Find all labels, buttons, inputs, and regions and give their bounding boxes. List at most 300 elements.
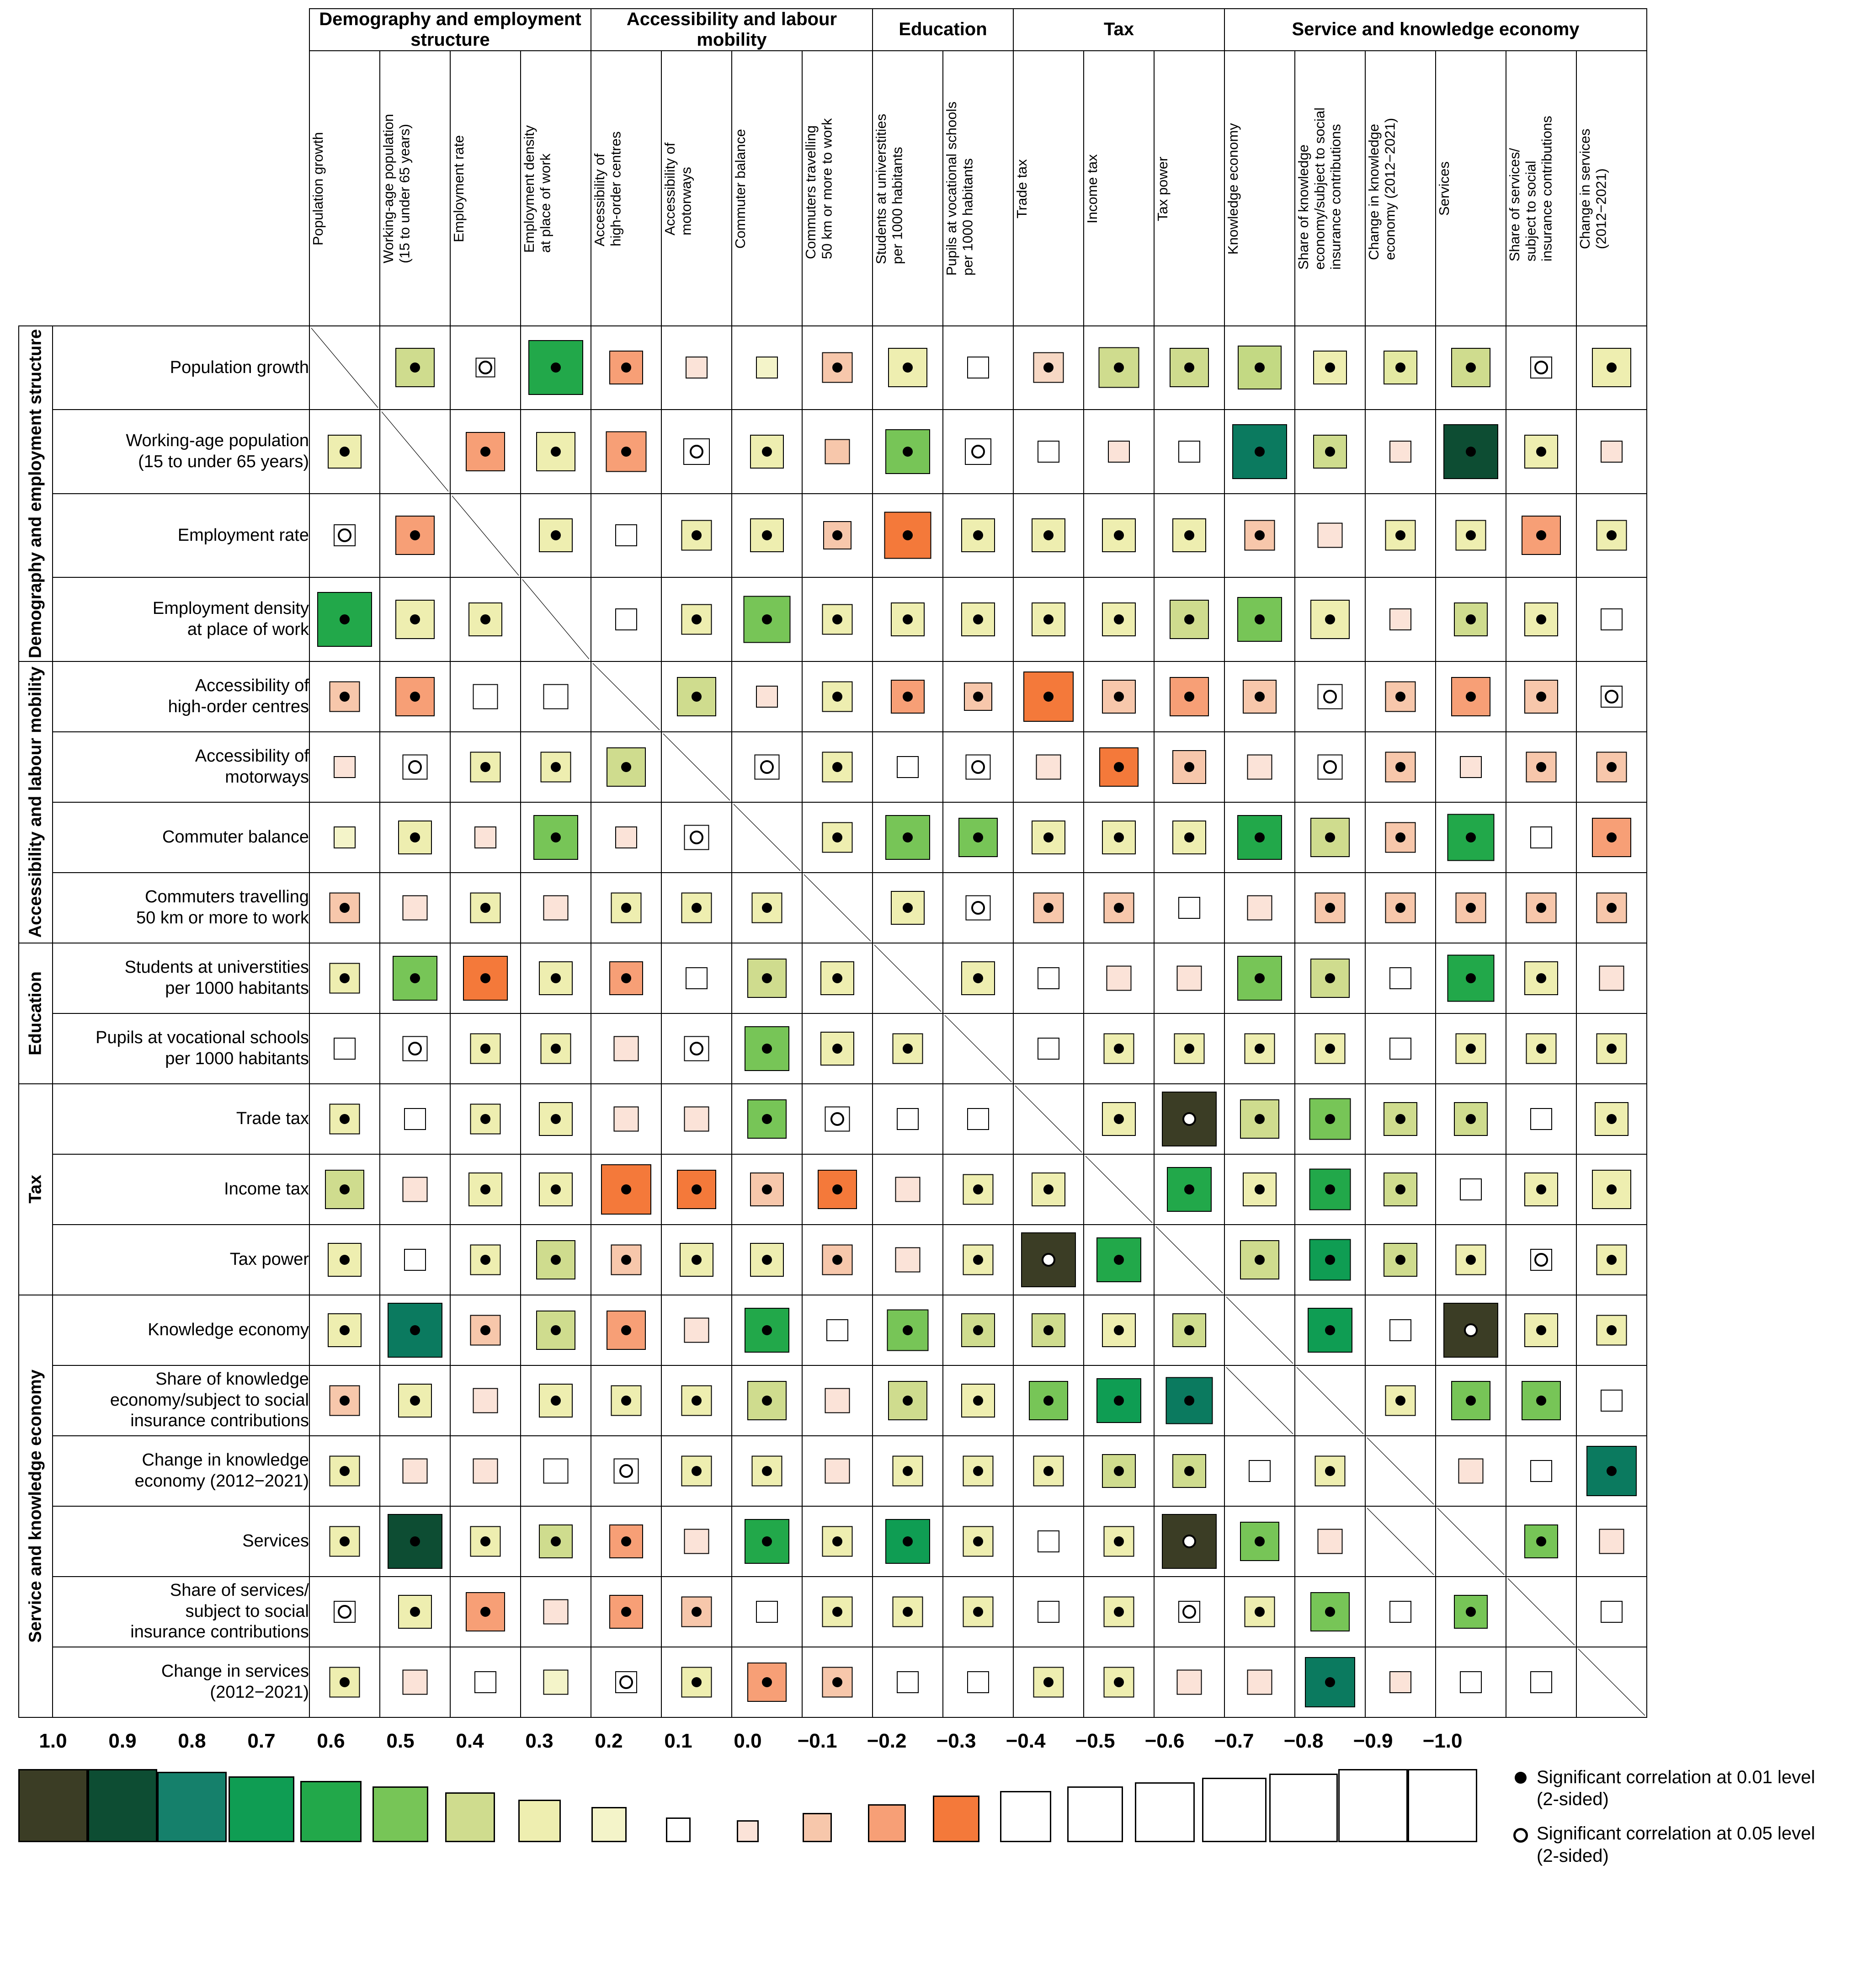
filled-dot-icon bbox=[973, 1184, 983, 1194]
filled-dot-icon bbox=[973, 530, 983, 540]
filled-dot-icon bbox=[1505, 1766, 1537, 1784]
correlation-square bbox=[1460, 756, 1482, 778]
matrix-cell bbox=[802, 1365, 873, 1436]
filled-dot-icon bbox=[551, 1044, 561, 1054]
filled-dot-icon bbox=[621, 447, 631, 457]
legend-swatch-wrap bbox=[1130, 1782, 1199, 1842]
legend-tick-12: −0.2 bbox=[867, 1729, 907, 1752]
matrix-cell bbox=[1154, 1436, 1224, 1506]
filled-dot-icon bbox=[832, 1255, 842, 1265]
legend-swatch bbox=[300, 1781, 362, 1842]
matrix-cell bbox=[380, 1647, 450, 1717]
legend-tick-11: −0.1 bbox=[797, 1729, 837, 1752]
correlation-square bbox=[1458, 1458, 1484, 1483]
matrix-cell bbox=[309, 1647, 380, 1717]
matrix-cell bbox=[1295, 1365, 1365, 1436]
matrix-cell bbox=[380, 1436, 450, 1506]
matrix-cell bbox=[1224, 410, 1295, 494]
legend-swatch bbox=[666, 1817, 691, 1842]
matrix-cell bbox=[1084, 1436, 1154, 1506]
filled-dot-icon bbox=[762, 1114, 772, 1124]
legend-tick-9: 0.1 bbox=[664, 1729, 692, 1752]
matrix-cell bbox=[521, 1084, 591, 1154]
matrix-cell bbox=[380, 661, 450, 732]
filled-dot-icon bbox=[1607, 903, 1617, 913]
correlation-square bbox=[684, 1317, 709, 1343]
column-header-2: Employment rate bbox=[450, 51, 521, 326]
filled-dot-icon bbox=[692, 614, 702, 624]
matrix-cell bbox=[802, 732, 873, 802]
legend-swatch-wrap bbox=[852, 1804, 921, 1842]
filled-dot-icon bbox=[1607, 1325, 1617, 1335]
matrix-cell bbox=[943, 732, 1013, 802]
correlation-square bbox=[473, 1388, 498, 1413]
filled-dot-icon bbox=[1607, 1044, 1617, 1054]
row-label-5: Accessibility of motorways bbox=[53, 732, 309, 802]
matrix-cell bbox=[1224, 1436, 1295, 1506]
matrix-cell bbox=[1506, 1013, 1576, 1084]
matrix-cell bbox=[732, 732, 802, 802]
matrix-cell bbox=[1295, 1436, 1365, 1506]
matrix-cell bbox=[1084, 1506, 1154, 1577]
filled-dot-icon bbox=[1536, 1325, 1546, 1335]
matrix-cell bbox=[1224, 1365, 1295, 1436]
matrix-cell bbox=[802, 1506, 873, 1577]
matrix-cell bbox=[661, 1013, 732, 1084]
correlation-square bbox=[826, 1319, 848, 1341]
matrix-cell bbox=[802, 1577, 873, 1647]
correlation-square bbox=[543, 1458, 569, 1483]
legend-swatch-wrap bbox=[505, 1800, 574, 1842]
matrix-cell bbox=[1506, 577, 1576, 661]
matrix-row bbox=[19, 1365, 1647, 1436]
matrix-cell bbox=[661, 1506, 732, 1577]
correlation-square bbox=[1038, 441, 1059, 463]
filled-dot-icon bbox=[1114, 1114, 1124, 1124]
correlation-square bbox=[897, 1108, 919, 1130]
matrix-cell bbox=[1576, 577, 1647, 661]
filled-dot-icon bbox=[1255, 530, 1265, 540]
filled-dot-icon bbox=[621, 903, 631, 913]
matrix-cell bbox=[521, 1365, 591, 1436]
filled-dot-icon bbox=[973, 614, 983, 624]
filled-dot-icon bbox=[551, 1184, 561, 1194]
filled-dot-icon bbox=[1114, 530, 1124, 540]
matrix-cell bbox=[1224, 1013, 1295, 1084]
matrix-row bbox=[19, 1225, 1647, 1295]
filled-dot-icon bbox=[551, 762, 561, 772]
matrix-cell bbox=[591, 661, 661, 732]
correlation-square bbox=[473, 684, 498, 709]
filled-dot-icon bbox=[1043, 362, 1054, 373]
matrix-cell bbox=[1154, 1013, 1224, 1084]
column-header-10: Trade tax bbox=[1013, 51, 1084, 326]
matrix-cell bbox=[1506, 1506, 1576, 1577]
matrix-cell bbox=[1084, 1154, 1154, 1225]
matrix-cell bbox=[661, 802, 732, 873]
correlation-square bbox=[1601, 608, 1623, 630]
legend-swatch-wrap bbox=[1060, 1786, 1130, 1842]
matrix-cell bbox=[1365, 1084, 1436, 1154]
correlation-square bbox=[1601, 441, 1623, 463]
row-label-18: Change in services (2012−2021) bbox=[53, 1647, 309, 1717]
matrix-cell bbox=[591, 873, 661, 943]
filled-dot-icon bbox=[551, 1396, 561, 1406]
matrix-cell bbox=[1154, 1225, 1224, 1295]
matrix-cell bbox=[1365, 1225, 1436, 1295]
open-dot-icon bbox=[971, 445, 985, 458]
filled-dot-icon bbox=[480, 1325, 490, 1335]
correlation-square bbox=[1599, 965, 1624, 991]
filled-dot-icon bbox=[973, 832, 983, 842]
matrix-cell bbox=[732, 943, 802, 1013]
matrix-cell bbox=[450, 577, 521, 661]
matrix-cell bbox=[521, 577, 591, 661]
matrix-cell bbox=[1013, 943, 1084, 1013]
filled-dot-icon bbox=[1607, 1114, 1617, 1124]
matrix-cell bbox=[943, 661, 1013, 732]
correlation-square bbox=[1247, 895, 1272, 920]
open-dot-icon bbox=[971, 901, 985, 915]
matrix-cell bbox=[1154, 1365, 1224, 1436]
column-header-13: Knowledge economy bbox=[1224, 51, 1295, 326]
legend-scale-numbers bbox=[18, 1730, 1477, 1753]
correlation-square bbox=[403, 1177, 428, 1202]
matrix-cell bbox=[943, 326, 1013, 410]
filled-dot-icon bbox=[480, 1536, 490, 1546]
matrix-cell bbox=[1295, 1647, 1365, 1717]
filled-dot-icon bbox=[832, 692, 842, 702]
correlation-square bbox=[1601, 1390, 1623, 1412]
legend-tick-5: 0.5 bbox=[386, 1729, 415, 1752]
matrix-cell bbox=[1436, 1506, 1506, 1577]
filled-dot-icon bbox=[1255, 447, 1265, 457]
matrix-row bbox=[19, 1647, 1647, 1717]
matrix-cell bbox=[380, 1154, 450, 1225]
filled-dot-icon bbox=[1325, 832, 1335, 842]
filled-dot-icon bbox=[692, 530, 702, 540]
matrix-cell bbox=[732, 410, 802, 494]
matrix-cell bbox=[943, 1084, 1013, 1154]
legend-tick-17: −0.7 bbox=[1214, 1729, 1254, 1752]
matrix-cell bbox=[1506, 1154, 1576, 1225]
legend-swatch-wrap bbox=[18, 1769, 88, 1842]
filled-dot-icon bbox=[1466, 1255, 1476, 1265]
correlation-square bbox=[1178, 441, 1200, 463]
open-dot-icon bbox=[338, 528, 351, 542]
matrix-cell bbox=[873, 661, 943, 732]
matrix-cell bbox=[1295, 802, 1365, 873]
filled-dot-icon bbox=[1255, 973, 1265, 983]
matrix-cell bbox=[1013, 1154, 1084, 1225]
matrix-cell bbox=[521, 1154, 591, 1225]
filled-dot-icon bbox=[1255, 1607, 1265, 1617]
matrix-cell bbox=[1084, 410, 1154, 494]
matrix-cell bbox=[732, 661, 802, 732]
filled-dot-icon bbox=[410, 692, 420, 702]
filled-dot-icon bbox=[832, 530, 842, 540]
matrix-cell bbox=[591, 1647, 661, 1717]
correlation-square bbox=[543, 1599, 569, 1624]
filled-dot-icon bbox=[1325, 1466, 1335, 1476]
matrix-cell bbox=[1576, 732, 1647, 802]
filled-dot-icon bbox=[973, 1325, 983, 1335]
diagonal-line-icon bbox=[803, 873, 872, 943]
diagonal-line-icon bbox=[1225, 1366, 1294, 1435]
matrix-cell bbox=[1084, 732, 1154, 802]
matrix-cell bbox=[450, 873, 521, 943]
matrix-cell bbox=[943, 1365, 1013, 1436]
filled-dot-icon bbox=[903, 1044, 913, 1054]
row-label-9: Pupils at vocational schools per 1000 habitants bbox=[53, 1013, 309, 1084]
row-group-header: Education bbox=[19, 943, 53, 1084]
matrix-cell bbox=[1084, 326, 1154, 410]
matrix-cell bbox=[661, 1647, 732, 1717]
matrix-cell bbox=[1013, 873, 1084, 943]
filled-dot-icon bbox=[621, 973, 631, 983]
legend-tick-19: −0.9 bbox=[1353, 1729, 1393, 1752]
filled-dot-icon bbox=[621, 1325, 631, 1335]
matrix-cell bbox=[591, 1577, 661, 1647]
matrix-cell bbox=[1013, 410, 1084, 494]
filled-dot-icon bbox=[480, 973, 490, 983]
diagonal-line-icon bbox=[591, 662, 661, 731]
correlation-square bbox=[543, 1669, 569, 1695]
legend-tick-2: 0.8 bbox=[178, 1729, 206, 1752]
matrix-cell bbox=[450, 1365, 521, 1436]
filled-dot-icon bbox=[903, 1607, 913, 1617]
matrix-cell bbox=[1154, 1506, 1224, 1577]
legend-swatch-wrap bbox=[782, 1813, 852, 1842]
matrix-cell bbox=[1013, 1013, 1084, 1084]
matrix-cell bbox=[661, 494, 732, 578]
matrix-cell bbox=[1224, 326, 1295, 410]
legend-tick-4: 0.6 bbox=[317, 1729, 345, 1752]
filled-dot-icon bbox=[1114, 1677, 1124, 1687]
matrix-cell bbox=[380, 494, 450, 578]
column-header-6: Commuter balance bbox=[732, 51, 802, 326]
correlation-square bbox=[684, 1529, 709, 1554]
filled-dot-icon bbox=[1536, 973, 1546, 983]
matrix-cell bbox=[1084, 661, 1154, 732]
open-dot-icon bbox=[1182, 1535, 1196, 1548]
open-dot-icon bbox=[1505, 1823, 1537, 1843]
filled-dot-icon bbox=[1325, 1607, 1335, 1617]
legend-sig-001 bbox=[1505, 1766, 1834, 1811]
filled-dot-icon bbox=[1184, 614, 1194, 624]
matrix-cell bbox=[1154, 1577, 1224, 1647]
correlation-square bbox=[895, 1177, 921, 1202]
filled-dot-icon bbox=[1255, 832, 1265, 842]
filled-dot-icon bbox=[1043, 614, 1054, 624]
matrix-cell bbox=[309, 1365, 380, 1436]
filled-dot-icon bbox=[1114, 1325, 1124, 1335]
correlation-square bbox=[1177, 1669, 1202, 1695]
open-dot-icon bbox=[690, 1042, 703, 1055]
matrix-row bbox=[19, 1154, 1647, 1225]
filled-dot-icon bbox=[1255, 1255, 1265, 1265]
matrix-row bbox=[19, 577, 1647, 661]
matrix-cell bbox=[1506, 1436, 1576, 1506]
filled-dot-icon bbox=[1184, 530, 1194, 540]
filled-dot-icon bbox=[1536, 530, 1546, 540]
legend-sig-005 bbox=[1505, 1823, 1834, 1867]
matrix-cell bbox=[732, 1365, 802, 1436]
column-group-header: Tax bbox=[1013, 9, 1224, 51]
matrix-cell bbox=[309, 732, 380, 802]
diagonal-line-icon bbox=[1436, 1507, 1506, 1576]
column-header-15: Change in knowledge economy (2012−2021) bbox=[1365, 51, 1436, 326]
filled-dot-icon bbox=[1395, 692, 1405, 702]
legend-tick-18: −0.8 bbox=[1283, 1729, 1324, 1752]
filled-dot-icon bbox=[1114, 1466, 1124, 1476]
matrix-cell bbox=[450, 661, 521, 732]
legend-swatch bbox=[1269, 1774, 1338, 1842]
open-dot-icon bbox=[690, 831, 703, 844]
filled-dot-icon bbox=[1466, 903, 1476, 913]
diagonal-line-icon bbox=[1366, 1507, 1435, 1576]
filled-dot-icon bbox=[1114, 362, 1124, 373]
filled-dot-icon bbox=[1255, 614, 1265, 624]
matrix-cell bbox=[1224, 802, 1295, 873]
matrix-row bbox=[19, 410, 1647, 494]
matrix-cell bbox=[1365, 1436, 1436, 1506]
matrix-cell bbox=[1013, 494, 1084, 578]
correlation-square bbox=[1389, 608, 1411, 630]
filled-dot-icon bbox=[1184, 762, 1194, 772]
matrix-cell bbox=[873, 326, 943, 410]
correlation-square bbox=[473, 1458, 498, 1483]
filled-dot-icon bbox=[692, 1255, 702, 1265]
filled-dot-icon bbox=[1043, 1184, 1054, 1194]
matrix-cell bbox=[943, 577, 1013, 661]
correlation-square bbox=[1247, 754, 1272, 779]
matrix-row bbox=[19, 1506, 1647, 1577]
matrix-cell bbox=[1506, 732, 1576, 802]
row-label-17: Share of services/ subject to social insurance contributions bbox=[53, 1577, 309, 1647]
filled-dot-icon bbox=[1466, 447, 1476, 457]
matrix-cell bbox=[1506, 1084, 1576, 1154]
matrix-cell bbox=[591, 577, 661, 661]
matrix-cell bbox=[732, 802, 802, 873]
correlation-square bbox=[967, 1671, 989, 1693]
legend-tick-20: −1.0 bbox=[1422, 1729, 1463, 1752]
filled-dot-icon bbox=[1184, 832, 1194, 842]
matrix-cell bbox=[1365, 1295, 1436, 1365]
row-label-11: Income tax bbox=[53, 1154, 309, 1225]
matrix-cell bbox=[1365, 943, 1436, 1013]
correlation-square bbox=[1036, 754, 1061, 779]
matrix-cell bbox=[521, 1436, 591, 1506]
column-group-header: Service and knowledge economy bbox=[1224, 9, 1647, 51]
filled-dot-icon bbox=[1043, 692, 1054, 702]
correlation-square bbox=[1249, 1460, 1271, 1482]
legend-tick-13: −0.3 bbox=[936, 1729, 976, 1752]
matrix-cell bbox=[802, 1154, 873, 1225]
matrix-cell bbox=[1013, 661, 1084, 732]
filled-dot-icon bbox=[1466, 530, 1476, 540]
matrix-cell bbox=[1506, 661, 1576, 732]
matrix-cell bbox=[873, 1506, 943, 1577]
legend-tick-0: 1.0 bbox=[39, 1729, 67, 1752]
filled-dot-icon bbox=[762, 530, 772, 540]
matrix-cell bbox=[943, 410, 1013, 494]
matrix-cell bbox=[661, 1154, 732, 1225]
matrix-cell bbox=[1365, 661, 1436, 732]
column-group-header: Demography and employment structure bbox=[309, 9, 591, 51]
legend-swatch bbox=[803, 1813, 832, 1842]
matrix-cell bbox=[1295, 1577, 1365, 1647]
filled-dot-icon bbox=[903, 832, 913, 842]
correlation-square bbox=[1318, 523, 1343, 548]
filled-dot-icon bbox=[832, 1184, 842, 1194]
matrix-cell bbox=[661, 326, 732, 410]
filled-dot-icon bbox=[1325, 1184, 1335, 1194]
matrix-row bbox=[19, 661, 1647, 732]
filled-dot-icon bbox=[410, 973, 420, 983]
filled-dot-icon bbox=[832, 762, 842, 772]
matrix-cell bbox=[1365, 1577, 1436, 1647]
correlation-square bbox=[334, 1038, 356, 1060]
matrix-cell bbox=[732, 1225, 802, 1295]
open-dot-icon bbox=[1464, 1323, 1478, 1337]
filled-dot-icon bbox=[692, 692, 702, 702]
matrix-cell bbox=[1436, 1013, 1506, 1084]
matrix-cell bbox=[1436, 873, 1506, 943]
row-label-1: Working-age population (15 to under 65 years) bbox=[53, 410, 309, 494]
filled-dot-icon bbox=[621, 1607, 631, 1617]
matrix-cell bbox=[873, 1225, 943, 1295]
filled-dot-icon bbox=[1607, 832, 1617, 842]
matrix-cell bbox=[661, 1436, 732, 1506]
corner-spacer-2 bbox=[53, 9, 309, 326]
open-dot-icon bbox=[830, 1112, 844, 1126]
column-header-16: Services bbox=[1436, 51, 1506, 326]
filled-dot-icon bbox=[1607, 530, 1617, 540]
diagonal-line-icon bbox=[1084, 1155, 1154, 1224]
filled-dot-icon bbox=[1536, 1044, 1546, 1054]
matrix-cell bbox=[1576, 1577, 1647, 1647]
legend-swatch bbox=[1067, 1786, 1123, 1842]
row-label-6: Commuter balance bbox=[53, 802, 309, 873]
filled-dot-icon bbox=[1395, 1255, 1405, 1265]
matrix-cell bbox=[1436, 494, 1506, 578]
filled-dot-icon bbox=[903, 1536, 913, 1546]
filled-dot-icon bbox=[1536, 1184, 1546, 1194]
filled-dot-icon bbox=[762, 1325, 772, 1335]
filled-dot-icon bbox=[621, 1536, 631, 1546]
matrix-cell bbox=[732, 494, 802, 578]
matrix-cell bbox=[873, 732, 943, 802]
matrix-cell bbox=[802, 494, 873, 578]
correlation-square bbox=[825, 1388, 850, 1413]
matrix-cell bbox=[521, 661, 591, 732]
matrix-cell bbox=[1084, 1577, 1154, 1647]
matrix-cell bbox=[1084, 577, 1154, 661]
matrix-cell bbox=[1084, 873, 1154, 943]
filled-dot-icon bbox=[1043, 530, 1054, 540]
filled-dot-icon bbox=[410, 1536, 420, 1546]
correlation-square bbox=[1038, 1601, 1059, 1623]
matrix-cell bbox=[450, 802, 521, 873]
matrix-cell bbox=[521, 1225, 591, 1295]
filled-dot-icon bbox=[762, 1466, 772, 1476]
matrix-cell bbox=[802, 1013, 873, 1084]
column-header-8: Students at universtities per 1000 habitants bbox=[873, 51, 943, 326]
filled-dot-icon bbox=[1114, 1607, 1124, 1617]
column-header-1: Working-age population (15 to under 65 years) bbox=[380, 51, 450, 326]
matrix-cell bbox=[1224, 1225, 1295, 1295]
